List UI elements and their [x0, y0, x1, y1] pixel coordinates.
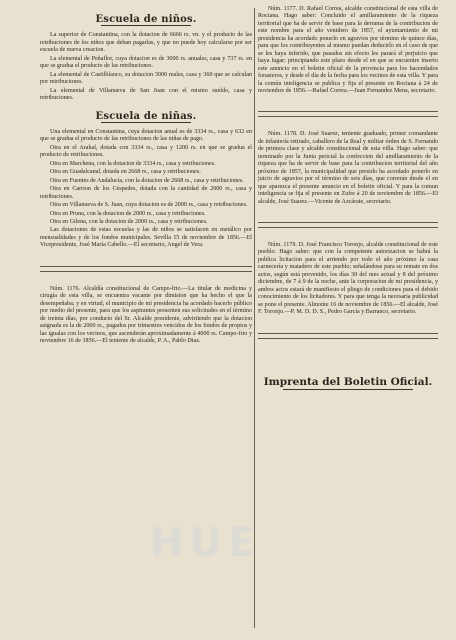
paragraph: Las dotaciones de estas escuelas y las de niños se satisfacen en metálico por mensualidades y de los fondos municipales. Sevilla 15 de noviembre de 1856.—El Vicepresidente, José María Cabello.—El secretario, Angel de Vera. — [40, 227, 252, 249]
library-watermark: HUE — [150, 520, 262, 566]
paragraph: La elemental de Castilblanco, su dotacion 3000 reales, casa y 360 que se calculan por retribuciones. — [40, 71, 252, 86]
separator — [258, 333, 438, 339]
block-ninas — [40, 129, 252, 250]
paragraph: Otra en Pruna, con la dotacion de 2000 rs., casa y retribuciones. — [50, 210, 206, 217]
block-ninos — [40, 32, 252, 102]
notice-1176: Núm. 1176. Alcaldía constitucional de Campo-frio.—La titular de medicina y cirugía de esta villa, se encuentra vacante por dimision que ha hecho el que la desempeñaba; y en virtud, el municipio de mi presidencia ha acordado hacerlo público por medio del presente, para que los aspirantes presenten sus solicitudes en el término de treinta días, por conducto del Sr. Alcalde presidente, advirtiendo que la dotacion asignada es la de 2000 rs., pagados por trimestres vencidos de los fondos de propios y las igualas con los vecinos, que ascenderán aproximadamente á 4000 rs. Campo-frio y noviembre 16 de 1856.—El teniente de alcalde, P. A., Pablo Diaz. — [40, 285, 252, 344]
paragraph: La elemental de Peñaflor, cuya dotacion es de 3000 rs. anuales, casa y 737 rs. en que se gradua el producto de las retribuciones. — [40, 55, 252, 70]
paragraph: Otra en Marchena, con la dotacion de 3334 rs., casa y retribuciones. — [50, 160, 216, 167]
heading-escuela-ninas: Escuela de niñas. — [95, 110, 197, 122]
paragraph: Otra en Fuentes de Andalucía, con la dotacion de 2668 rs., casa y retribuciones. — [50, 177, 244, 184]
paragraph: Una elemental en Constantina, cuya dotacion anual es de 3334 rs., casa y 632 en que se gradua el producto de las retribuciones de las niñas de pago. — [40, 128, 252, 143]
right-column — [258, 6, 438, 390]
paragraph: Otra en Villanueva de S. Juan, cuya dotacion es de 2000 rs., casa y retribuciones. — [50, 202, 248, 209]
paragraph: Otra en el Arahal, dotada con 3334 rs., casa y 1200 rs. en que se gradua el producto de retribuciones. — [40, 144, 252, 159]
paragraph: La elemental de Villanueva de San Juan con el mismo sueldo, casa y retribuciones. — [40, 87, 252, 102]
notice-1179: Núm. 1179. D. José Francisco Toronjo, alcalde constitucional de este pueblo. Hago saber: que con la competente autorizacion se habrá la publica licitacion para el arriendo por todo el año próximo la casa carnecería y matadero de este pueblo; señalándose para su remate en dos actos, según está prevenido, los días 30 del mes actual y 8 del próximo diciembre, de 7 á 9 de la noche, ante la corporacion de mi presidencia, y ambos actos estará de manifiesto el pliego de condiciones para el debido conocimiento de los licitadores. Y para que tenga la necesaria publicidad se pone el presente. Almonte 16 de noviembre de 1856.—El alcalde, José F. Toronjo.—P. M. D. D. S., Pedro García y Barranco, secretario. — [258, 241, 438, 316]
separator — [258, 222, 438, 228]
notice-1177: Núm. 1177. D. Rafael Correa, alcalde constitucional de esta villa de Rociana. Hago saber: Concluido el amillaramiento de la riqueza territorial que ha de servir de base para la derrama de la contribucion de este nombre para el año venidero de 1857, el ayuntamiento de mi presidencia ha acordado ponerlo en agravios por término de quince días, para que los contribuyentes al mismo puedan deducirlo en el caso de que se les haya inferido, que pasados sin efecto les parará el perjuicio que haya lugar; principiando este plazo desde el en que se encuentre inserto este anuncio en el boletin oficial de la provincia para los hacendados forasteros, y desde el día de la fecha para los vecinos de esta villa. Y para la común inteligencia se publica y fija el presente en Rociana á 24 de noviembre de 1856.—Rafael Correa.—Juan Fernandez Mena, secretario. — [258, 6, 438, 94]
separator — [40, 266, 252, 272]
paragraph: Otra en Gilena, con la dotacion de 2000 rs., casa y retribuciones. — [50, 218, 208, 225]
notice-1178: Núm. 1178. D. José Suarez, teniente graduado, primer comandante de infantería retirado, caballero de la Real y militar órden de S. Fernando de primera clase y alcalde constitucional de esta villa. Hago saber: que terminado por la Junta pericial la confeccion del amillaramiento de la riqueza que ha de servir de base para la contribucion territorial del año próximo de 1857, la municipalidad que presido ha acordado ponerlo en juicio de agravios por el término de seis días, que correrán desde el en que aparezca el presente anuncio en el boletin oficial. Y para la comun inteligencia se fija el presente en Zufre á 20 de noviembre de 1856.—El alcalde, José Suarez.—Vicente de Azcárate, secretario. — [258, 131, 438, 205]
left-column — [40, 6, 252, 349]
paragraph: Otra en Guadalcanal, dotada en 2668 rs., casa y retribuciones. — [50, 169, 201, 176]
heading-escuela-ninos: Escuela de niños. — [95, 14, 197, 25]
paragraph: La superior de Constantina, con la dotacion de 6666 rs. vn. y el producto de las retribuciones de los niños que deban pagarlas, y que no puede hoy calcularse por ser escuela de nueva creacion. — [40, 32, 252, 54]
separator — [258, 111, 438, 117]
paragraph: Otra en Carrion de los Céspedes, dotada con la cantidad de 2000 rs., casa y retribuciones. — [40, 186, 252, 200]
printer-imprint: Imprenta del Boletin Oficial. — [258, 379, 438, 390]
